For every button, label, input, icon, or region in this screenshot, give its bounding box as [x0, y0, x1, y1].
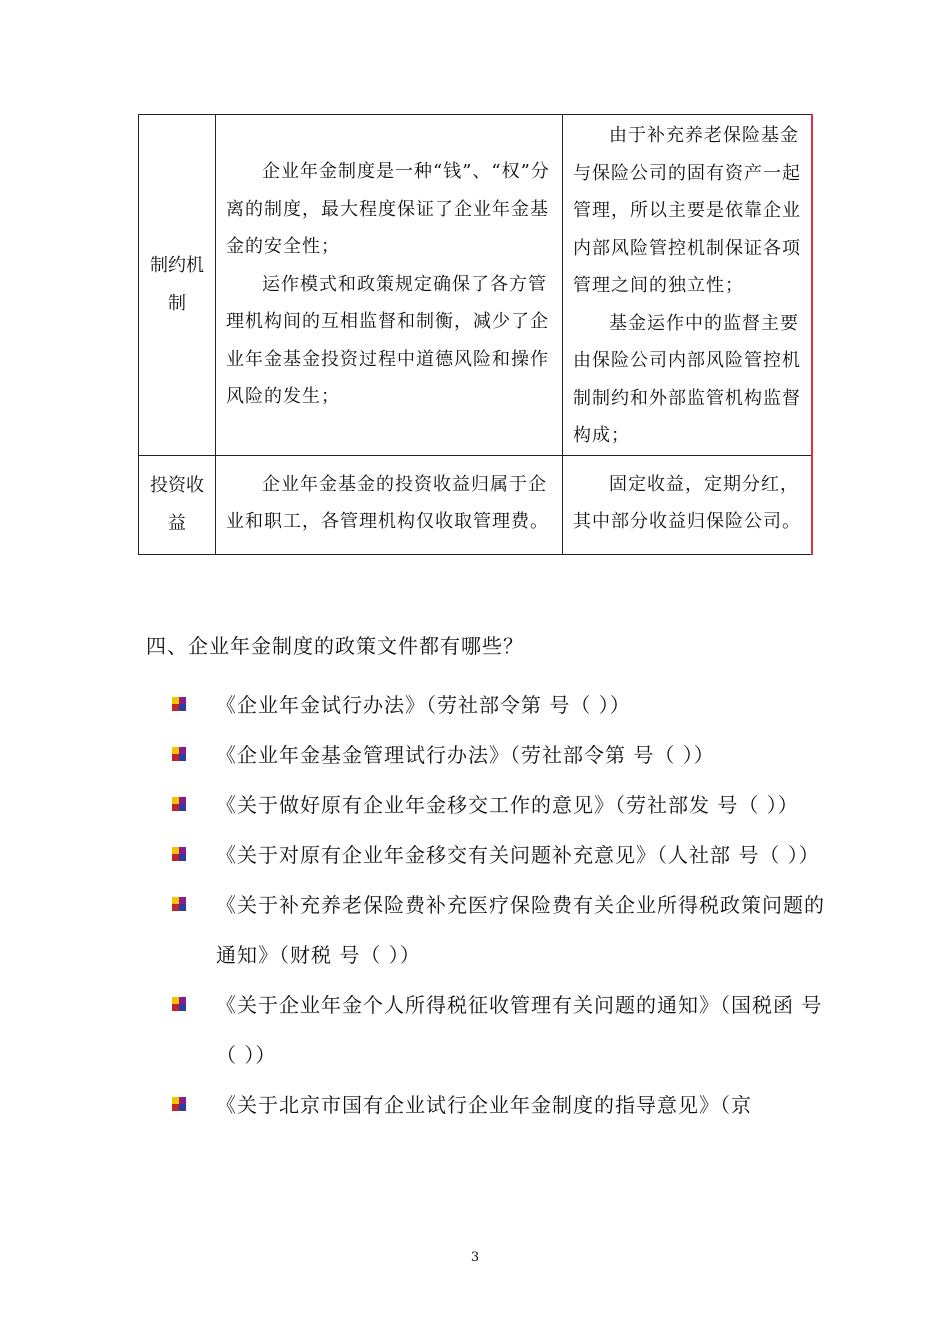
document-title: 《企业年金基金管理试行办法》（劳社部令第 号（ ）） — [216, 743, 715, 767]
table-row-return — [139, 455, 813, 554]
annuity-cell — [216, 115, 563, 456]
cell-paragraph: 固定收益，定期分红，其中部分收益归保险公司。 — [573, 473, 801, 532]
list-item — [146, 680, 826, 730]
page-number: 3 — [470, 1250, 480, 1265]
bullet-icon — [172, 697, 186, 711]
document-title: 《关于企业年金个人所得税征收管理有关问题的通知》（国税函 号（ ）） — [216, 993, 823, 1067]
list-item — [146, 1080, 826, 1130]
row-label: 投资收益 — [150, 475, 204, 534]
cell-paragraph: 基金运作中的监督主要由保险公司内部风险管控机制制约和外部监管机构监督构成； — [573, 312, 801, 446]
cell-paragraph: 由于补充养老保险基金与保险公司的固有资产一起管理，所以主要是依靠企业内部风险管控机制保证各项管理之间的独立性； — [573, 125, 801, 296]
bullet-icon — [172, 847, 186, 861]
section-heading: 四、企业年金制度的政策文件都有哪些？ — [146, 634, 524, 658]
insurance-cell — [563, 115, 813, 456]
comparison-table — [138, 114, 813, 555]
document-title: 《关于做好原有企业年金移交工作的意见》（劳社部发 号（ ）） — [216, 793, 799, 817]
document-title: 《关于对原有企业年金移交有关问题补充意见》（人社部 号（ ）） — [216, 843, 820, 867]
row-label-cell — [139, 115, 216, 456]
list-item — [146, 980, 826, 1080]
bullet-icon — [172, 997, 186, 1011]
list-item — [146, 830, 826, 880]
insurance-cell — [563, 455, 813, 554]
policy-document-list — [146, 680, 826, 1130]
bullet-icon — [172, 747, 186, 761]
bullet-icon — [172, 1097, 186, 1111]
cell-paragraph: 运作模式和政策规定确保了各方管理机构间的互相监督和制衡，减少了企业年金基金投资过程中道德风险和操作风险的发生； — [226, 273, 549, 407]
cell-paragraph: 企业年金基金的投资收益归属于企业和职工，各管理机构仅收取管理费。 — [226, 473, 549, 532]
document-title: 《关于补充养老保险费补充医疗保险费有关企业所得税政策问题的通知》（财税 号（ ）） — [216, 893, 825, 967]
table-row-constraint — [139, 115, 813, 456]
bullet-icon — [172, 897, 186, 911]
row-label-cell — [139, 455, 216, 554]
row-label: 制约机制 — [150, 255, 204, 314]
list-item — [146, 730, 826, 780]
document-title: 《关于北京市国有企业试行企业年金制度的指导意见》（京 — [216, 1093, 752, 1117]
list-item — [146, 780, 826, 830]
annuity-cell — [216, 455, 563, 554]
cell-paragraph: 企业年金制度是一种“钱”、“权”分离的制度，最大程度保证了企业年金基金的安全性； — [226, 161, 550, 257]
bullet-icon — [172, 797, 186, 811]
list-item — [146, 880, 826, 980]
document-title: 《企业年金试行办法》（劳社部令第 号（ ）） — [216, 693, 631, 717]
